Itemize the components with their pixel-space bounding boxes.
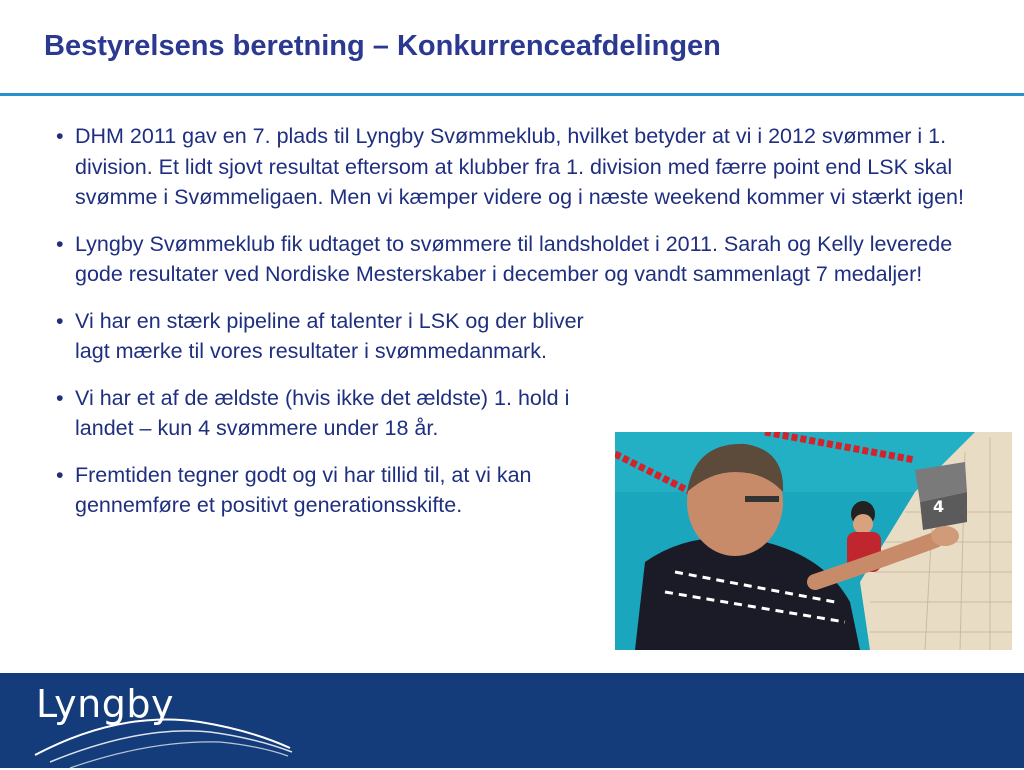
bullet-item: • Vi har et af de ældste (hvis ikke det ældste) 1. hold i landet – kun 4 svømmere under 18 år. [56,383,600,444]
photo-illustration [615,432,1012,650]
bullet-item: • DHM 2011 gav en 7. plads til Lyngby Svømmeklub, hvilket betyder at vi i 2012 svømmer i 1. division. Et lidt sjovt resultat eftersom at klubber fra 1. division med færre point end LSK skal svømme i Svømmeligaen. Men vi kæmper videre og i næste weekend kommer vi stærkt igen! [56,121,976,213]
slide-title: Bestyrelsens beretning – Konkurrenceafdelingen [44,30,721,62]
logo-swoosh-icon [30,700,310,770]
title-divider [0,93,1024,96]
bullet-item: • Fremtiden tegner godt og vi har tillid til, at vi kan gennemføre et positivt generationsskifte. [56,460,600,521]
bullet-item: • Lyngby Svømmeklub fik udtaget to svømmere til landsholdet i 2011. Sarah og Kelly leverede gode resultater ved Nordiske Mesterskaber i december og vandt sammenlagt 7 medaljer! [56,229,976,290]
bullet-item: • Vi har en stærk pipeline af talenter i LSK og der bliver lagt mærke til vores resultater i svømmedanmark. [56,306,600,367]
lyngby-logo: Lyngby [36,682,174,726]
starting-block-number: 4 [933,497,945,516]
swimming-coach-photo [615,432,1012,650]
